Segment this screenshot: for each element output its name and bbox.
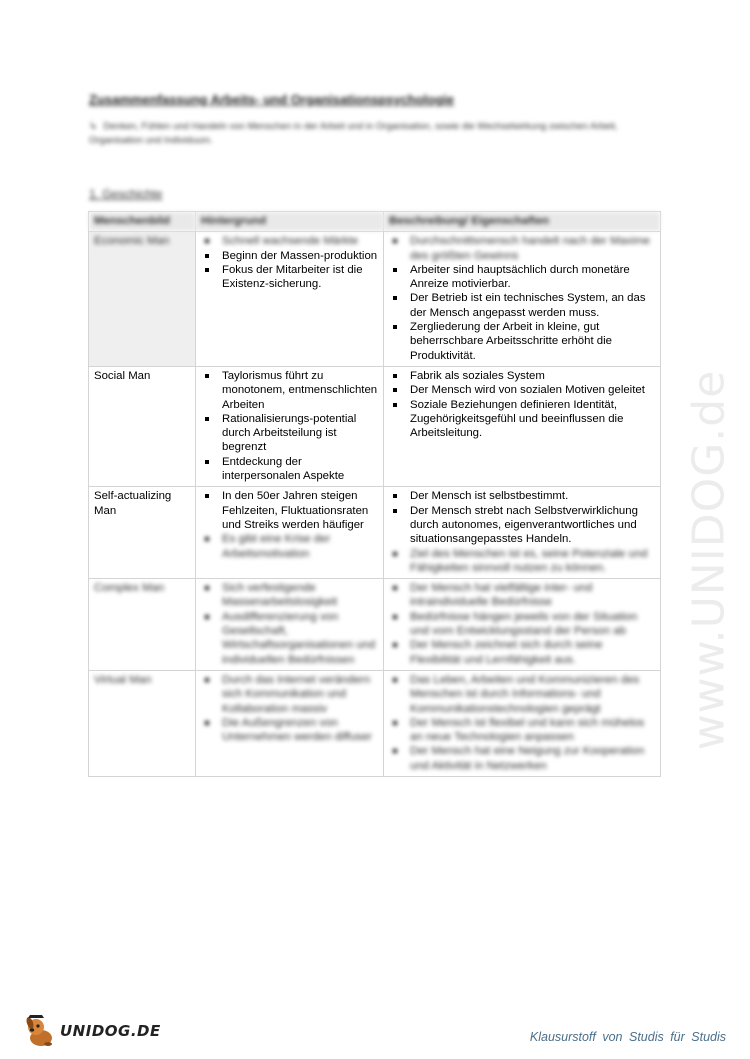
brand-name: UNIDOG.DE: [60, 1022, 161, 1040]
background-list: [201, 673, 378, 744]
list-item: Schnell wachsende Märkte: [201, 234, 378, 248]
row-name: Self-actualizing Man: [89, 487, 196, 579]
background-list: [201, 369, 378, 483]
list-item: Soziale Beziehungen definieren Identität, Zugehörigkeitsgefühl und beeinflussen die Arbeitsleitung.: [389, 398, 655, 441]
list-item: Taylorismus führt zu monotonem, entmenschlichten Arbeiten: [201, 369, 378, 412]
row-name: Virtual Man: [89, 670, 196, 776]
table-header-row: [89, 212, 661, 232]
row-name: Economic Man: [94, 235, 170, 248]
description-list: [389, 369, 655, 440]
list-item: Entdeckung der interpersonalen Aspekte: [201, 455, 378, 484]
header-hintergrund: Hintergrund: [196, 212, 384, 232]
description-list: [389, 234, 655, 363]
description-list: [389, 673, 655, 773]
list-item: Fabrik als soziales System: [389, 369, 655, 383]
menschenbild-table: [88, 211, 661, 777]
list-item: Zergliederung der Arbeit in kleine, gut beherrschbare Arbeitsschritte erhöht die Produktivität.: [389, 320, 655, 363]
list-item: Der Mensch ist flexibel und kann sich mühelos an neue Technologien anpassen: [389, 716, 655, 745]
intro-text: Denken, Fühlen und Handeln von Menschen in der Arbeit und in Organisation, sowie die Wechselwirkung zwischen Arbeit, Organisation und Individuum.: [89, 121, 618, 146]
background-list: [201, 581, 378, 667]
list-item: In den 50er Jahren steigen Fehlzeiten, Fluktuationsraten und Streiks werden häufiger: [201, 489, 378, 532]
table-row: [89, 232, 661, 367]
table-row: [89, 579, 661, 671]
list-item: Der Mensch hat eine Neigung zur Kooperation und Aktivität in Netzwerken: [389, 744, 655, 773]
unidog-logo[interactable]: [24, 1014, 161, 1048]
arrow-icon: ↳: [89, 121, 98, 132]
list-item: Rationalisierungs-potential durch Arbeitsteilung ist begrenzt: [201, 412, 378, 455]
document-title: Zusammenfassung Arbeits- und Organisationspsychologie: [89, 92, 455, 107]
list-item: Es gibt eine Krise der Arbeitsmotivation: [201, 532, 378, 561]
list-item: Der Mensch strebt nach Selbstverwirklichung durch autonomes, eigenverantwortliches und situationsangepasstes Handeln.: [389, 504, 655, 547]
table-row: [89, 366, 661, 486]
section-heading: 1. Geschichte: [89, 187, 163, 201]
list-item: Die Außengrenzen von Unternehmen werden diffuser: [201, 716, 378, 745]
list-item: Der Mensch hat vielfältige inter- und intraindividuelle Bedürfnisse: [389, 581, 655, 610]
list-item: Der Mensch ist selbstbestimmt.: [389, 489, 655, 503]
row-name: Complex Man: [89, 579, 196, 671]
list-item: Sich verfestigende Massenarbeitslosigkeit: [201, 581, 378, 610]
menschenbild-table-wrap: [88, 211, 660, 777]
description-list: [389, 581, 655, 667]
description-list: [389, 489, 655, 575]
list-item: Durch das Internet verändern sich Kommunikation und Kollaboration massiv: [201, 673, 378, 716]
background-list: [201, 234, 378, 291]
dog-mascot-icon: [24, 1014, 58, 1048]
list-item: Beginn der Massen-produktion: [201, 249, 378, 263]
footer-tagline: Klausurstoff von Studis für Studis: [529, 1030, 726, 1044]
list-item: Ausdifferenzierung von Gesellschaft, Wirtschaftsorganisationen und individuellen Bedürfnissen: [201, 610, 378, 667]
list-item: Arbeiter sind hauptsächlich durch monetäre Anreize motivierbar.: [389, 263, 655, 292]
list-item: Durchschnittsmensch handelt nach der Maxime des größten Gewinns: [389, 234, 655, 263]
intro-paragraph: [89, 120, 649, 148]
list-item: Fokus der Mitarbeiter ist die Existenz-sicherung.: [201, 263, 378, 292]
row-name: Social Man: [89, 366, 196, 486]
list-item: Ziel des Menschen ist es, seine Potenziale und Fähigkeiten sinnvoll nutzen zu können.: [389, 547, 655, 576]
header-beschreibung: Beschreibung/ Eigenschaften: [384, 212, 661, 232]
header-menschenbild: Menschenbild: [89, 212, 196, 232]
list-item: Das Leben, Arbeiten und Kommunizieren des Menschen ist durch Informations- und Kommunikationstechnologien geprägt: [389, 673, 655, 716]
watermark-text: www.UNIDOG.de: [683, 369, 735, 751]
list-item: Der Mensch zeichnet sich durch seine Flexibilität und Lernfähigkeit aus.: [389, 638, 655, 667]
table-row: [89, 670, 661, 776]
list-item: Der Mensch wird von sozialen Motiven geleitet: [389, 383, 655, 397]
list-item: Der Betrieb ist ein technisches System, an das der Mensch angepasst werden muss.: [389, 291, 655, 320]
list-item: Bedürfnisse hängen jeweils von der Situation und vom Entwicklungsstand der Person ab: [389, 610, 655, 639]
background-list: [201, 489, 378, 560]
table-row: [89, 487, 661, 579]
